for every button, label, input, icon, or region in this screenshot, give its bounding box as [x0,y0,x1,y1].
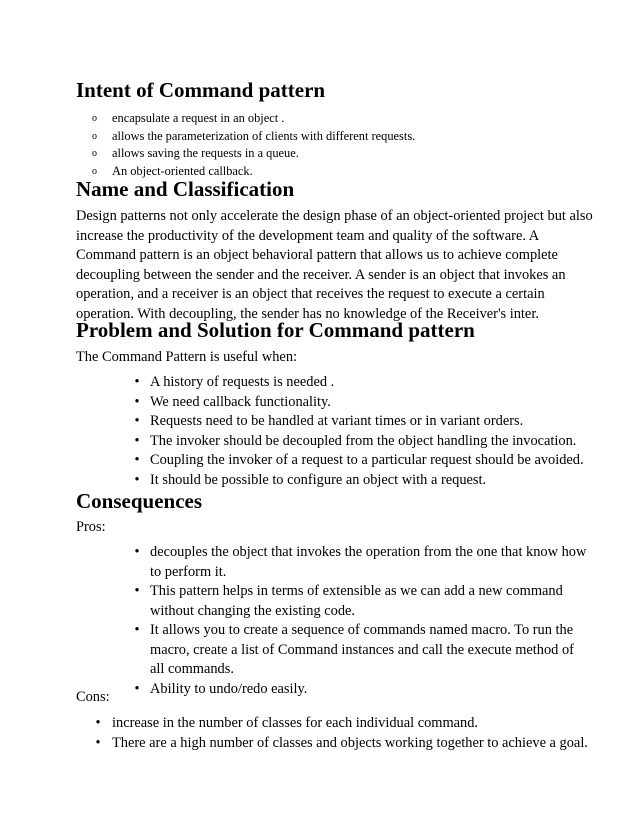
list-item [0,432,584,452]
pros-label: Pros: [76,519,106,535]
list-marker: o [92,148,97,159]
bullet-marker: • [95,734,101,751]
list-item-line: Ability to undo/redo easily. [150,680,308,697]
classification-paragraph [76,207,593,324]
list-item-line: decouples the object that invokes the operation from the one that know how [150,544,587,560]
list-item-line: to perform it. [150,563,227,580]
cons-label: Cons: [76,689,110,705]
problem-heading: Problem and Solution for Command pattern [76,318,475,342]
bullet-marker: • [134,393,140,410]
list-item-line: all commands. [150,661,234,677]
list-item-text: Requests need to be handled at variant times or in variant orders. [150,413,524,429]
problem-list [0,373,584,490]
bullet-marker: • [134,583,140,599]
list-item-text [150,582,586,621]
list-item [0,621,586,680]
list-item-text: increase in the number of classes for each individual command. [112,715,479,731]
list-item-text: We need callback functionality. [150,393,331,410]
list-item [0,471,584,491]
list-item [0,543,586,582]
paragraph-line: operation. With decoupling, the sender has no knowledge of the Receiver's inter. [76,305,539,322]
list-item-line: macro, create a list of Command instances and call the execute method of [150,641,574,658]
list-item-text [150,621,586,680]
bullet-marker: • [134,413,140,429]
bullet-marker: • [134,680,140,697]
paragraph-line: increase the productivity of the development team and quality of the software. A [76,227,540,244]
list-item-line: This pattern helps in terms of extensible as we can add a new command [150,583,563,599]
bullet-marker: • [134,544,140,560]
classification-heading: Name and Classification [76,177,295,201]
list-item-text: encapsulate a request in an object . [112,111,285,125]
cons-list [0,714,588,753]
paragraph-line: decoupling between the sender and the receiver. A sender is an object that invokes an [76,266,566,283]
intent-heading: Intent of Command pattern [76,78,326,102]
list-item [0,734,588,754]
list-item-text: There are a high number of classes and objects working together to achieve a goal. [112,734,588,751]
list-item [0,393,584,413]
list-marker: o [92,165,97,177]
bullet-marker: • [134,432,140,449]
list-item [0,582,586,621]
consequences-heading: Consequences [76,489,203,513]
list-item-text: Coupling the invoker of a request to a particular request should be avoided. [150,452,584,468]
bullet-marker: • [134,471,140,488]
list-item-text: A history of requests is needed . [150,374,335,390]
list-item-line: without changing the existing code. [150,602,356,619]
bullet-marker: • [134,452,140,468]
bullet-marker: • [134,374,140,390]
list-item-text: An object-oriented callback. [112,163,253,178]
list-item-line: It allows you to create a sequence of commands named macro. To run the [150,622,574,638]
paragraph-line: Command pattern is an object behavioral pattern that allows us to achieve complete [76,247,558,263]
list-marker: o [92,130,97,142]
problem-intro: The Command Pattern is useful when: [76,349,298,365]
list-item-text: It should be possible to configure an object with a request. [150,471,487,488]
paragraph-line: Design patterns not only accelerate the design phase of an object-oriented project but also [76,208,593,224]
bullet-marker: • [95,715,101,731]
list-item-text: allows the parameterization of clients with different requests. [112,128,416,143]
list-item [0,714,588,734]
list-item [0,412,584,432]
bullet-marker: • [134,622,140,638]
list-item [0,451,584,471]
list-item [0,373,584,393]
list-item-text [150,543,586,582]
paragraph-line: operation, and a receiver is an object that receives the request to execute a certain [76,286,545,302]
list-marker: o [92,113,97,124]
list-item-text: allows saving the requests in a queue. [112,146,299,160]
list-item-text: The invoker should be decoupled from the object handling the invocation. [150,432,577,449]
pros-list [0,543,586,699]
